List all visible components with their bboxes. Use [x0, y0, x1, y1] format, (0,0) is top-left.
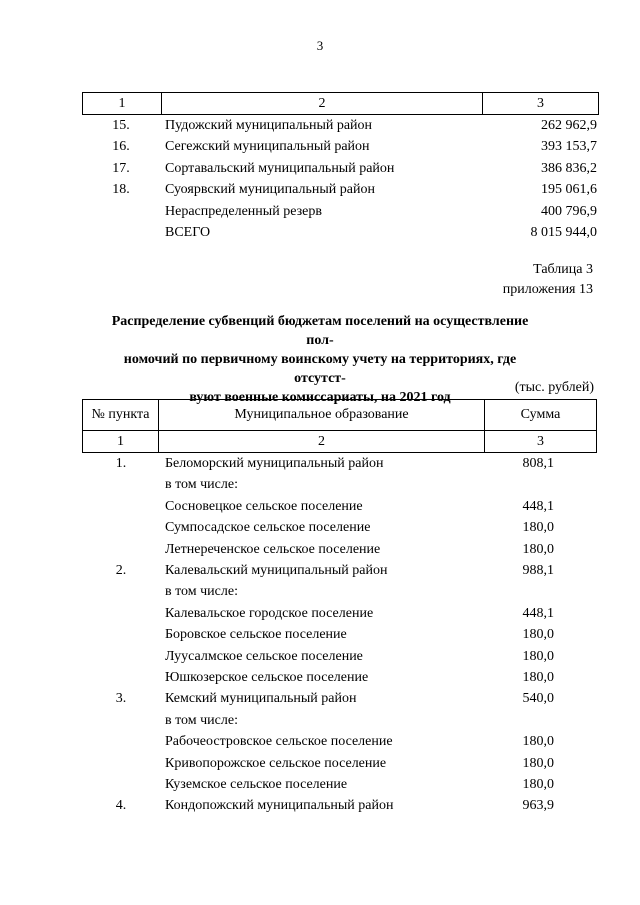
row-name: в том числе: [165, 584, 238, 600]
table1-header-col2: 2 [162, 93, 483, 115]
row-value: 262 962,9 [541, 118, 597, 133]
table2-index-col3: 3 [485, 431, 597, 453]
caption-table-label: Таблица 3 [533, 262, 593, 277]
row-number: 16. [112, 139, 130, 155]
table-row [82, 453, 597, 474]
table1-header [82, 92, 599, 115]
table-caption [503, 260, 593, 300]
table2-title [100, 312, 540, 407]
row-value: 963,9 [522, 798, 554, 814]
row-number: 4. [115, 798, 127, 814]
row-name: Суоярвский муниципальный район [165, 182, 375, 198]
row-value: 180,0 [522, 520, 554, 536]
table2-header [82, 399, 597, 453]
row-name: Кемский муниципальный район [165, 691, 357, 707]
table2-header-num: № пункта [83, 400, 159, 431]
table-row [82, 474, 597, 495]
row-value: 195 061,6 [541, 182, 597, 198]
table-row [82, 179, 599, 200]
row-value: 180,0 [522, 777, 554, 792]
table-row [82, 753, 597, 774]
table-row [82, 688, 597, 709]
table2-header-name: Муниципальное образование [159, 400, 485, 431]
row-number: 17. [112, 160, 130, 176]
row-name: Нераспределенный резерв [165, 203, 322, 219]
table-row [82, 517, 597, 538]
table2-index-col2: 2 [159, 431, 485, 453]
row-name: ВСЕГО [165, 225, 211, 240]
row-number: 3. [115, 691, 127, 707]
page-number: 3 [316, 38, 324, 53]
table1-header-col3: 3 [483, 93, 599, 115]
row-name: в том числе: [165, 477, 238, 493]
table-row [82, 624, 597, 645]
row-name: в том числе: [165, 712, 238, 728]
title-line: вуют военные комиссариаты, на 2021 год [189, 390, 451, 405]
table-row [82, 603, 597, 624]
table-row [82, 710, 597, 731]
row-name: Сосновецкое сельское поселение [165, 498, 363, 514]
units-label: (тыс. рублей) [514, 380, 594, 395]
row-number: 18. [112, 182, 130, 198]
table-row [82, 115, 599, 136]
row-name: Беломорский муниципальный район [165, 456, 384, 471]
row-value: 808,1 [522, 456, 554, 471]
row-value: 448,1 [522, 605, 554, 621]
row-name: Луусалмское сельское поселение [165, 648, 363, 664]
row-name: Калевальское городское поселение [165, 605, 374, 621]
table-row [82, 496, 597, 517]
row-value: 400 796,9 [541, 203, 597, 219]
row-name: Летнереченское сельское поселение [165, 541, 381, 557]
caption-appendix-label: приложения 13 [502, 282, 593, 297]
table-row [82, 136, 599, 157]
row-value: 448,1 [522, 498, 554, 514]
row-number: 15. [112, 118, 130, 133]
table-row [82, 795, 597, 816]
row-value: 386 836,2 [541, 160, 597, 176]
row-value: 180,0 [522, 627, 554, 643]
row-name: Сегежский муниципальный район [165, 139, 370, 155]
table-row [82, 667, 597, 688]
row-value: 180,0 [522, 670, 554, 685]
table-row [82, 158, 599, 179]
table-row [82, 222, 599, 243]
row-value: 8 015 944,0 [530, 225, 597, 240]
row-value: 180,0 [522, 648, 554, 664]
row-name: Сортавальский муниципальный район [165, 160, 395, 176]
table-row [82, 560, 597, 581]
table-row [82, 646, 597, 667]
table2-header-sum: Сумма [485, 400, 597, 431]
title-line: номочий по первичному воинскому учету на территориях, где отсутст- [123, 352, 517, 386]
row-name: Пудожский муниципальный район [165, 118, 373, 133]
row-value: 180,0 [522, 541, 554, 557]
table-row [82, 774, 597, 795]
row-number: 1. [115, 456, 127, 471]
row-value: 540,0 [522, 691, 554, 707]
table-row [82, 731, 597, 752]
table-row [82, 539, 597, 560]
row-name: Юшкозерское сельское поселение [165, 670, 369, 685]
row-name: Калевальский муниципальный район [165, 563, 388, 578]
row-value: 988,1 [522, 563, 554, 578]
row-name: Рабочеостровское сельское поселение [165, 734, 393, 750]
row-value: 180,0 [522, 734, 554, 750]
table-row [82, 581, 597, 602]
row-name: Кондопожский муниципальный район [165, 798, 394, 814]
row-value: 393 153,7 [541, 139, 597, 155]
row-name: Боровское сельское поселение [165, 627, 347, 643]
row-value: 180,0 [522, 755, 554, 771]
table1-header-col1: 1 [83, 93, 162, 115]
table-row [82, 201, 599, 222]
table2-index-col1: 1 [83, 431, 159, 453]
row-name: Куземское сельское поселение [165, 777, 348, 792]
title-line: Распределение субвенций бюджетам поселений на осуществление пол- [111, 314, 529, 348]
row-number: 2. [115, 563, 127, 578]
row-name: Сумпосадское сельское поселение [165, 520, 371, 536]
row-name: Кривопорожское сельское поселение [165, 755, 387, 771]
